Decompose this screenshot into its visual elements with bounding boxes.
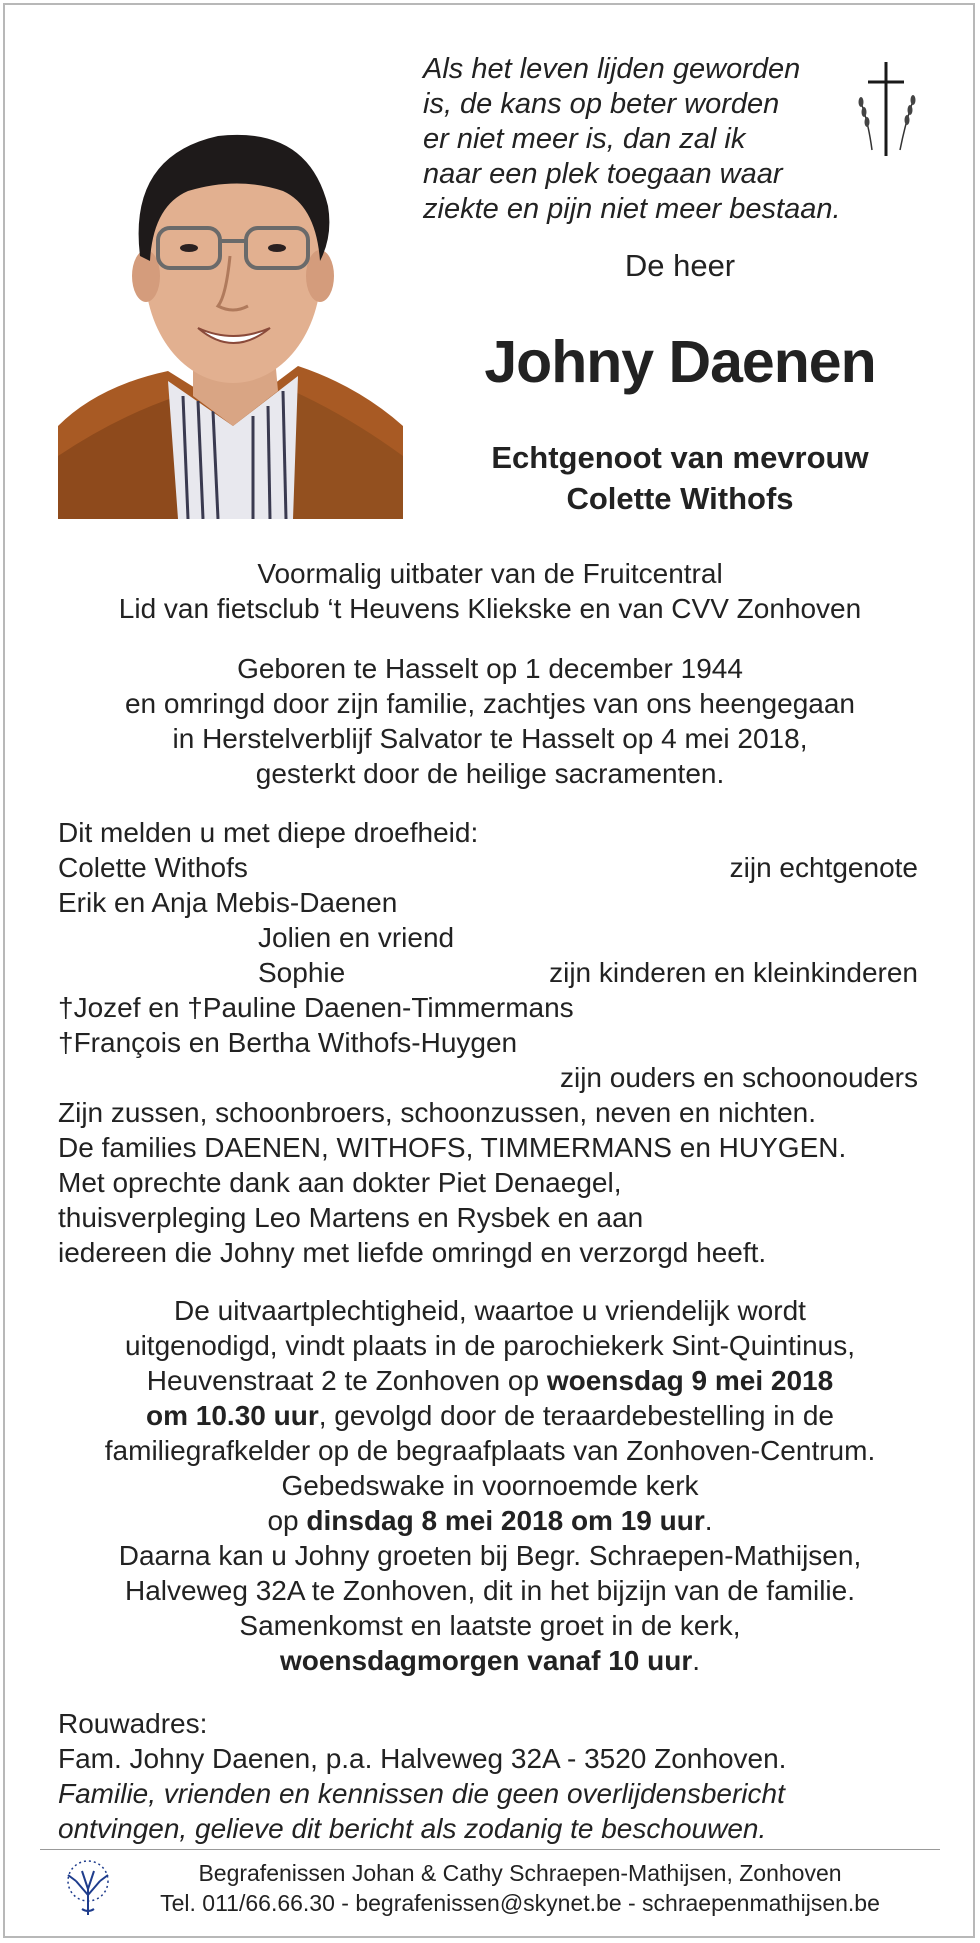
- ceremony-line: Samenkomst en laatste groet in de kerk,: [239, 1610, 741, 1641]
- family-member: Erik en Anja Mebis-Daenen: [58, 887, 398, 918]
- family-row: [58, 850, 918, 885]
- ceremony-block: [40, 1293, 940, 1678]
- funeral-time: om 10.30 uur: [146, 1400, 319, 1431]
- honorific: De heer: [624, 248, 736, 283]
- footer: [130, 1858, 910, 1918]
- ceremony-text: Heuvenstraat 2 te Zonhoven op: [146, 1365, 547, 1396]
- occupation-line: Voormalig uitbater van de Fruitcentral: [257, 558, 723, 589]
- family-role: zijn ouders en schoonouders: [559, 1062, 918, 1093]
- family-row: [58, 1025, 918, 1060]
- family-list: [58, 815, 918, 1270]
- birth-death-block: [40, 651, 940, 791]
- ceremony-line: Gebedswake in voornoemde kerk: [281, 1470, 699, 1501]
- funeral-home-contact: Tel. 011/66.66.30 - begrafenissen@skynet.be - schraepenmathijsen.be: [160, 1890, 880, 1916]
- family-row: [58, 955, 918, 990]
- ceremony-line: familiegrafkelder op de begraafplaats van Zonhoven-Centrum.: [104, 1435, 876, 1466]
- occupation-block: [40, 556, 940, 626]
- cross-icon: [852, 60, 922, 160]
- family-row: [58, 885, 918, 920]
- ceremony-line: [40, 1398, 940, 1433]
- ceremony-text: op: [267, 1505, 307, 1536]
- ceremony-line: [40, 1643, 940, 1678]
- ceremony-line: Daarna kan u Johny groeten bij Begr. Schraepen-Mathijsen,: [118, 1540, 862, 1571]
- family-member: Colette Withofs: [58, 852, 248, 883]
- ceremony-line: [40, 1363, 940, 1398]
- address-note: ontvingen, gelieve dit bericht als zodanig te beschouwen.: [58, 1813, 767, 1844]
- birth-line: in Herstelverblijf Salvator te Hasselt op 4 mei 2018,: [172, 723, 808, 754]
- tree-logo-icon: [62, 1859, 114, 1917]
- poem-line: naar een plek toegaan waar: [423, 158, 783, 190]
- address-line: Fam. Johny Daenen, p.a. Halveweg 32A - 3520 Zonhoven.: [58, 1743, 787, 1774]
- address-note: Familie, vrienden en kennissen die geen overlijdensbericht: [58, 1778, 785, 1809]
- ceremony-line: uitgenodigd, vindt plaats in de parochiekerk Sint-Quintinus,: [125, 1330, 855, 1361]
- gathering-time: woensdagmorgen vanaf 10 uur: [279, 1645, 693, 1676]
- thanks-line: iedereen die Johny met liefde omringd en verzorgd heeft.: [58, 1237, 767, 1268]
- family-row: [58, 1060, 918, 1095]
- footer-divider: [40, 1849, 940, 1850]
- ceremony-line: [40, 1503, 940, 1538]
- poem-line: ziekte en pijn niet meer bestaan.: [423, 193, 841, 225]
- occupation-line: Lid van fietsclub ‘t Heuvens Kliekske en van CVV Zonhoven: [118, 593, 862, 624]
- funeral-date: woensdag 9 mei 2018: [546, 1365, 834, 1396]
- family-role: zijn echtgenote: [729, 852, 918, 883]
- ceremony-text: .: [704, 1505, 713, 1536]
- ceremony-text: .: [692, 1645, 701, 1676]
- birth-line: en omringd door zijn familie, zachtjes van ons heengegaan: [124, 688, 855, 719]
- funeral-home-name: Begrafenissen Johan & Cathy Schraepen-Mathijsen, Zonhoven: [198, 1860, 842, 1886]
- family-member: †François en Bertha Withofs-Huygen: [58, 1027, 518, 1058]
- deceased-name: Johny Daenen: [484, 329, 876, 395]
- family-member: †Jozef en †Pauline Daenen-Timmermans: [58, 992, 574, 1023]
- poem-line: is, de kans op beter worden: [423, 88, 780, 120]
- ceremony-line: De uitvaartplechtigheid, waartoe u vriendelijk wordt: [174, 1295, 806, 1326]
- ceremony-text: , gevolgd door de teraardebestelling in de: [318, 1400, 834, 1431]
- family-line: Zijn zussen, schoonbroers, schoonzussen, neven en nichten.: [58, 1097, 817, 1128]
- birth-line: gesterkt door de heilige sacramenten.: [255, 758, 725, 789]
- spouse-name: Colette Withofs: [566, 481, 794, 516]
- family-row: [58, 990, 918, 1025]
- family-row: [58, 920, 918, 955]
- birth-line: Geboren te Hasselt op 1 december 1944: [237, 653, 743, 684]
- family-member: Jolien en vriend: [258, 922, 455, 953]
- announce-line: Dit melden u met diepe droefheid:: [58, 817, 479, 848]
- poem-line: Als het leven lijden geworden: [423, 53, 801, 85]
- family-member: Sophie: [258, 957, 346, 988]
- ceremony-line: Halveweg 32A te Zonhoven, dit in het bijzijn van de familie.: [125, 1575, 855, 1606]
- vigil-datetime: dinsdag 8 mei 2018 om 19 uur: [306, 1505, 705, 1536]
- address-block: [58, 1706, 938, 1846]
- family-line: De families DAENEN, WITHOFS, TIMMERMANS en HUYGEN.: [58, 1132, 847, 1163]
- portrait-photo: [58, 96, 403, 519]
- thanks-line: thuisverpleging Leo Martens en Rysbek en aan: [58, 1202, 644, 1233]
- address-label: Rouwadres:: [58, 1708, 208, 1739]
- poem-line: er niet meer is, dan zal ik: [423, 123, 746, 155]
- family-role: zijn kinderen en kleinkinderen: [549, 957, 918, 988]
- thanks-line: Met oprechte dank aan dokter Piet Denaegel,: [58, 1167, 622, 1198]
- spouse-label: Echtgenoot van mevrouw: [491, 440, 869, 475]
- poem: [423, 52, 863, 227]
- spouse-line: [420, 437, 940, 519]
